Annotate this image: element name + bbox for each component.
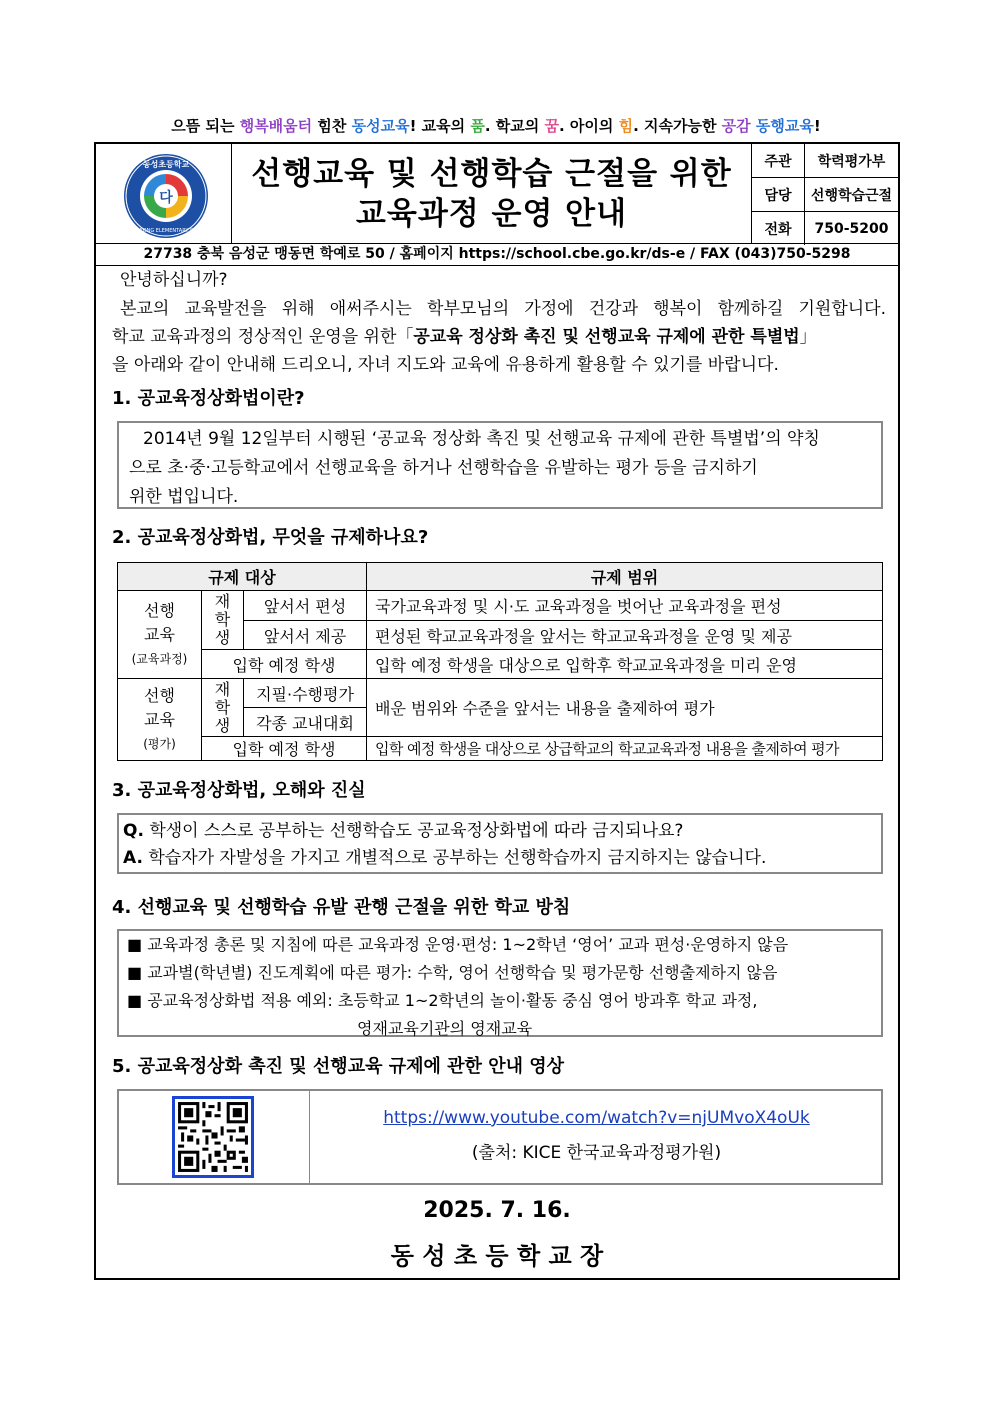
video-link[interactable] — [310, 1108, 883, 1128]
group-label-line: 교육 — [144, 624, 175, 644]
school-logo — [96, 144, 230, 242]
info-row — [752, 178, 898, 212]
table-row — [118, 650, 883, 679]
section-5-heading: 5. 공교육정상화 촉진 및 선행교육 규제에 관한 안내 영상 — [112, 1056, 565, 1077]
logo-center-text: 다 — [159, 190, 173, 206]
info-value: 750-5200 — [814, 220, 889, 237]
address-line: 27738 충북 음성군 맹동면 학예로 50 / 홈페이지 https://school.cbe.go.kr/ds-e / FAX (043)750-5298 — [96, 244, 898, 266]
info-key: 전화 — [752, 212, 805, 246]
col-header-target: 규제 대상 — [118, 563, 367, 591]
logo-bottom-text: DONGSEONG ELEMENTARY SCHOOL — [120, 228, 212, 234]
section-1-heading: 1. 공교육정상화법이란? — [112, 388, 305, 409]
group-label-evaluation — [118, 679, 202, 761]
info-table — [752, 144, 898, 245]
slogan-segment: 힘찬 — [312, 117, 352, 135]
slogan-segment: 꿈 — [544, 117, 559, 135]
info-value: 학력평가부 — [805, 144, 899, 178]
answer-text: 학습자가 자발성을 가지고 개별적으로 공부하는 선행학습까지 금지하지는 않습니다. — [148, 848, 767, 868]
table-row — [118, 591, 883, 621]
target-cell: 입학 예정 학생 — [202, 650, 367, 679]
qr-code-icon — [175, 1099, 251, 1175]
scope-cell: 배운 범위와 수준을 앞서는 내용을 출제하여 평가 — [367, 679, 883, 737]
logo-cell — [96, 144, 232, 244]
document-date: 2025. 7. 16. — [423, 1198, 571, 1223]
title-line-2: 교육과정 운영 안내 — [355, 196, 628, 232]
video-source: (출처: KICE 한국교육과정평가원) — [471, 1143, 722, 1163]
slogan-segment: ! 교육의 — [409, 117, 471, 135]
section-3-box — [117, 813, 883, 874]
intro-line-1: 본교의 교육발전을 위해 애써주시는 학부모님의 가정에 건강과 행복이 함께하길 기원합니다. — [120, 299, 886, 319]
target-cell: 지필·수행평가 — [244, 679, 367, 708]
section-1-line-1: 2014년 9월 12일부터 시행된 ‘공교육 정상화 촉진 및 선행교육 규제에 관한 특별법’의 약칭 — [143, 429, 820, 449]
info-row — [752, 212, 898, 246]
slogan-segment: ! — [813, 117, 821, 135]
section-1-box — [117, 421, 883, 509]
slogan-segment: 동행교육 — [755, 117, 814, 135]
slogan-segment: 으뜸 되는 — [171, 117, 240, 135]
scope-cell: 국가교육과정 및 시·도 교육과정을 벗어난 교육과정을 편성 — [367, 591, 883, 621]
title-line-1: 선행교육 및 선행학습 근절을 위한 — [251, 156, 732, 192]
info-row — [752, 144, 898, 178]
slogan-segment: . 학교의 — [484, 117, 545, 135]
regulation-table — [117, 562, 883, 761]
slogan-segment: . 지속가능한 — [633, 117, 722, 135]
sub-label-student: 재 학 생 — [202, 679, 244, 737]
target-cell: 앞서서 제공 — [244, 621, 367, 650]
q-label: Q. — [123, 821, 144, 841]
section-4-heading: 4. 선행교육 및 선행학습 유발 관행 근절을 위한 학교 방침 — [112, 897, 571, 918]
title-cell — [232, 144, 752, 244]
policy-item: ■ 교육과정 총론 및 지침에 따른 교육과정 운영·편성: 1~2학년 ‘영어’ 교과 편성·운영하지 않음 — [127, 935, 789, 954]
policy-item: ■ 공교육정상화법 적용 예외: 초등학교 1~2학년의 놀이·활동 중심 영어 방과후 학교 과정, — [127, 991, 758, 1010]
section-1-line-3: 위한 법입니다. — [129, 487, 239, 507]
section-1-line-2: 으로 초·중·고등학교에서 선행교육을 하거나 선행학습을 유발하는 평가 등을 금지하기 — [129, 458, 758, 478]
intro-line-2-post: 」 — [799, 327, 817, 347]
policy-item: ■ 교과별(학년별) 진도계획에 따른 평가: 수학, 영어 선행학습 및 평가문항 선행출제하지 않음 — [127, 963, 778, 982]
scope-cell: 입학 예정 학생을 대상으로 상급학교의 학교교육과정 내용을 출제하여 평가 — [367, 737, 883, 761]
policy-item-continuation: 영재교육기관의 영재교육 — [357, 1019, 533, 1038]
target-cell: 앞서서 편성 — [244, 591, 367, 621]
greeting: 안녕하십니까? — [120, 270, 228, 290]
qr-code[interactable] — [172, 1096, 254, 1178]
intro-line-2 — [112, 323, 890, 352]
scope-cell: 편성된 학교교육과정을 앞서는 학교교육과정을 운영 및 제공 — [367, 621, 883, 650]
section-4-box — [117, 929, 883, 1037]
a-label: A. — [123, 848, 143, 868]
divider — [309, 1090, 310, 1184]
intro-line-3: 을 아래와 같이 안내해 드리오니, 자녀 지도와 교육에 유용하게 활용할 수 있기를 바랍니다. — [112, 355, 779, 375]
col-header-scope: 규제 범위 — [367, 563, 883, 591]
table-row — [118, 737, 883, 761]
question-text: 학생이 스스로 공부하는 선행학습도 공교육정상화법에 따라 금지되나요? — [149, 821, 684, 841]
group-label-line: 교육 — [144, 709, 175, 729]
group-label-line: 선행 — [144, 600, 175, 620]
video-url[interactable]: https://www.youtube.com/watch?v=njUMvoX4oUk — [383, 1108, 810, 1128]
slogan-segment: 행복배움터 — [239, 117, 313, 135]
scope-cell: 입학 예정 학생을 대상으로 입학후 학교교육과정을 미리 운영 — [367, 650, 883, 679]
target-cell: 입학 예정 학생 — [202, 737, 367, 761]
slogan-segment: 힘 — [618, 117, 634, 135]
group-label-sub: (교육과정) — [131, 651, 188, 666]
slogan-segment: 공감 — [721, 117, 756, 135]
answer-line — [123, 845, 881, 872]
logo-top-text: 동성초등학교 — [142, 160, 190, 169]
slogan-segment: 품 — [470, 117, 485, 135]
group-label-curriculum — [118, 591, 202, 679]
group-label-sub: (평가) — [143, 736, 176, 751]
slogan-segment: 동성교육 — [351, 117, 410, 135]
table-row — [118, 679, 883, 708]
slogan — [0, 115, 992, 136]
question-line — [123, 818, 881, 845]
section-2-heading: 2. 공교육정상화법, 무엇을 규제하나요? — [112, 527, 429, 548]
law-name: 공교육 정상화 촉진 및 선행교육 규제에 관한 특별법 — [413, 327, 800, 347]
intro-line-2-pre: 학교 교육과정의 정상적인 운영을 위한「 — [112, 327, 414, 347]
group-label-line: 선행 — [144, 685, 175, 705]
sub-label-student: 재 학 생 — [202, 591, 244, 650]
info-key: 담당 — [752, 178, 805, 212]
signature: 동 성 초 등 학 교 장 — [390, 1242, 604, 1270]
section-3-heading: 3. 공교육정상화법, 오해와 진실 — [112, 780, 366, 801]
slogan-segment: . 아이의 — [558, 117, 619, 135]
info-key: 주관 — [752, 144, 805, 178]
info-value: 선행학습근절 — [805, 178, 899, 212]
target-cell: 각종 교내대회 — [244, 708, 367, 737]
